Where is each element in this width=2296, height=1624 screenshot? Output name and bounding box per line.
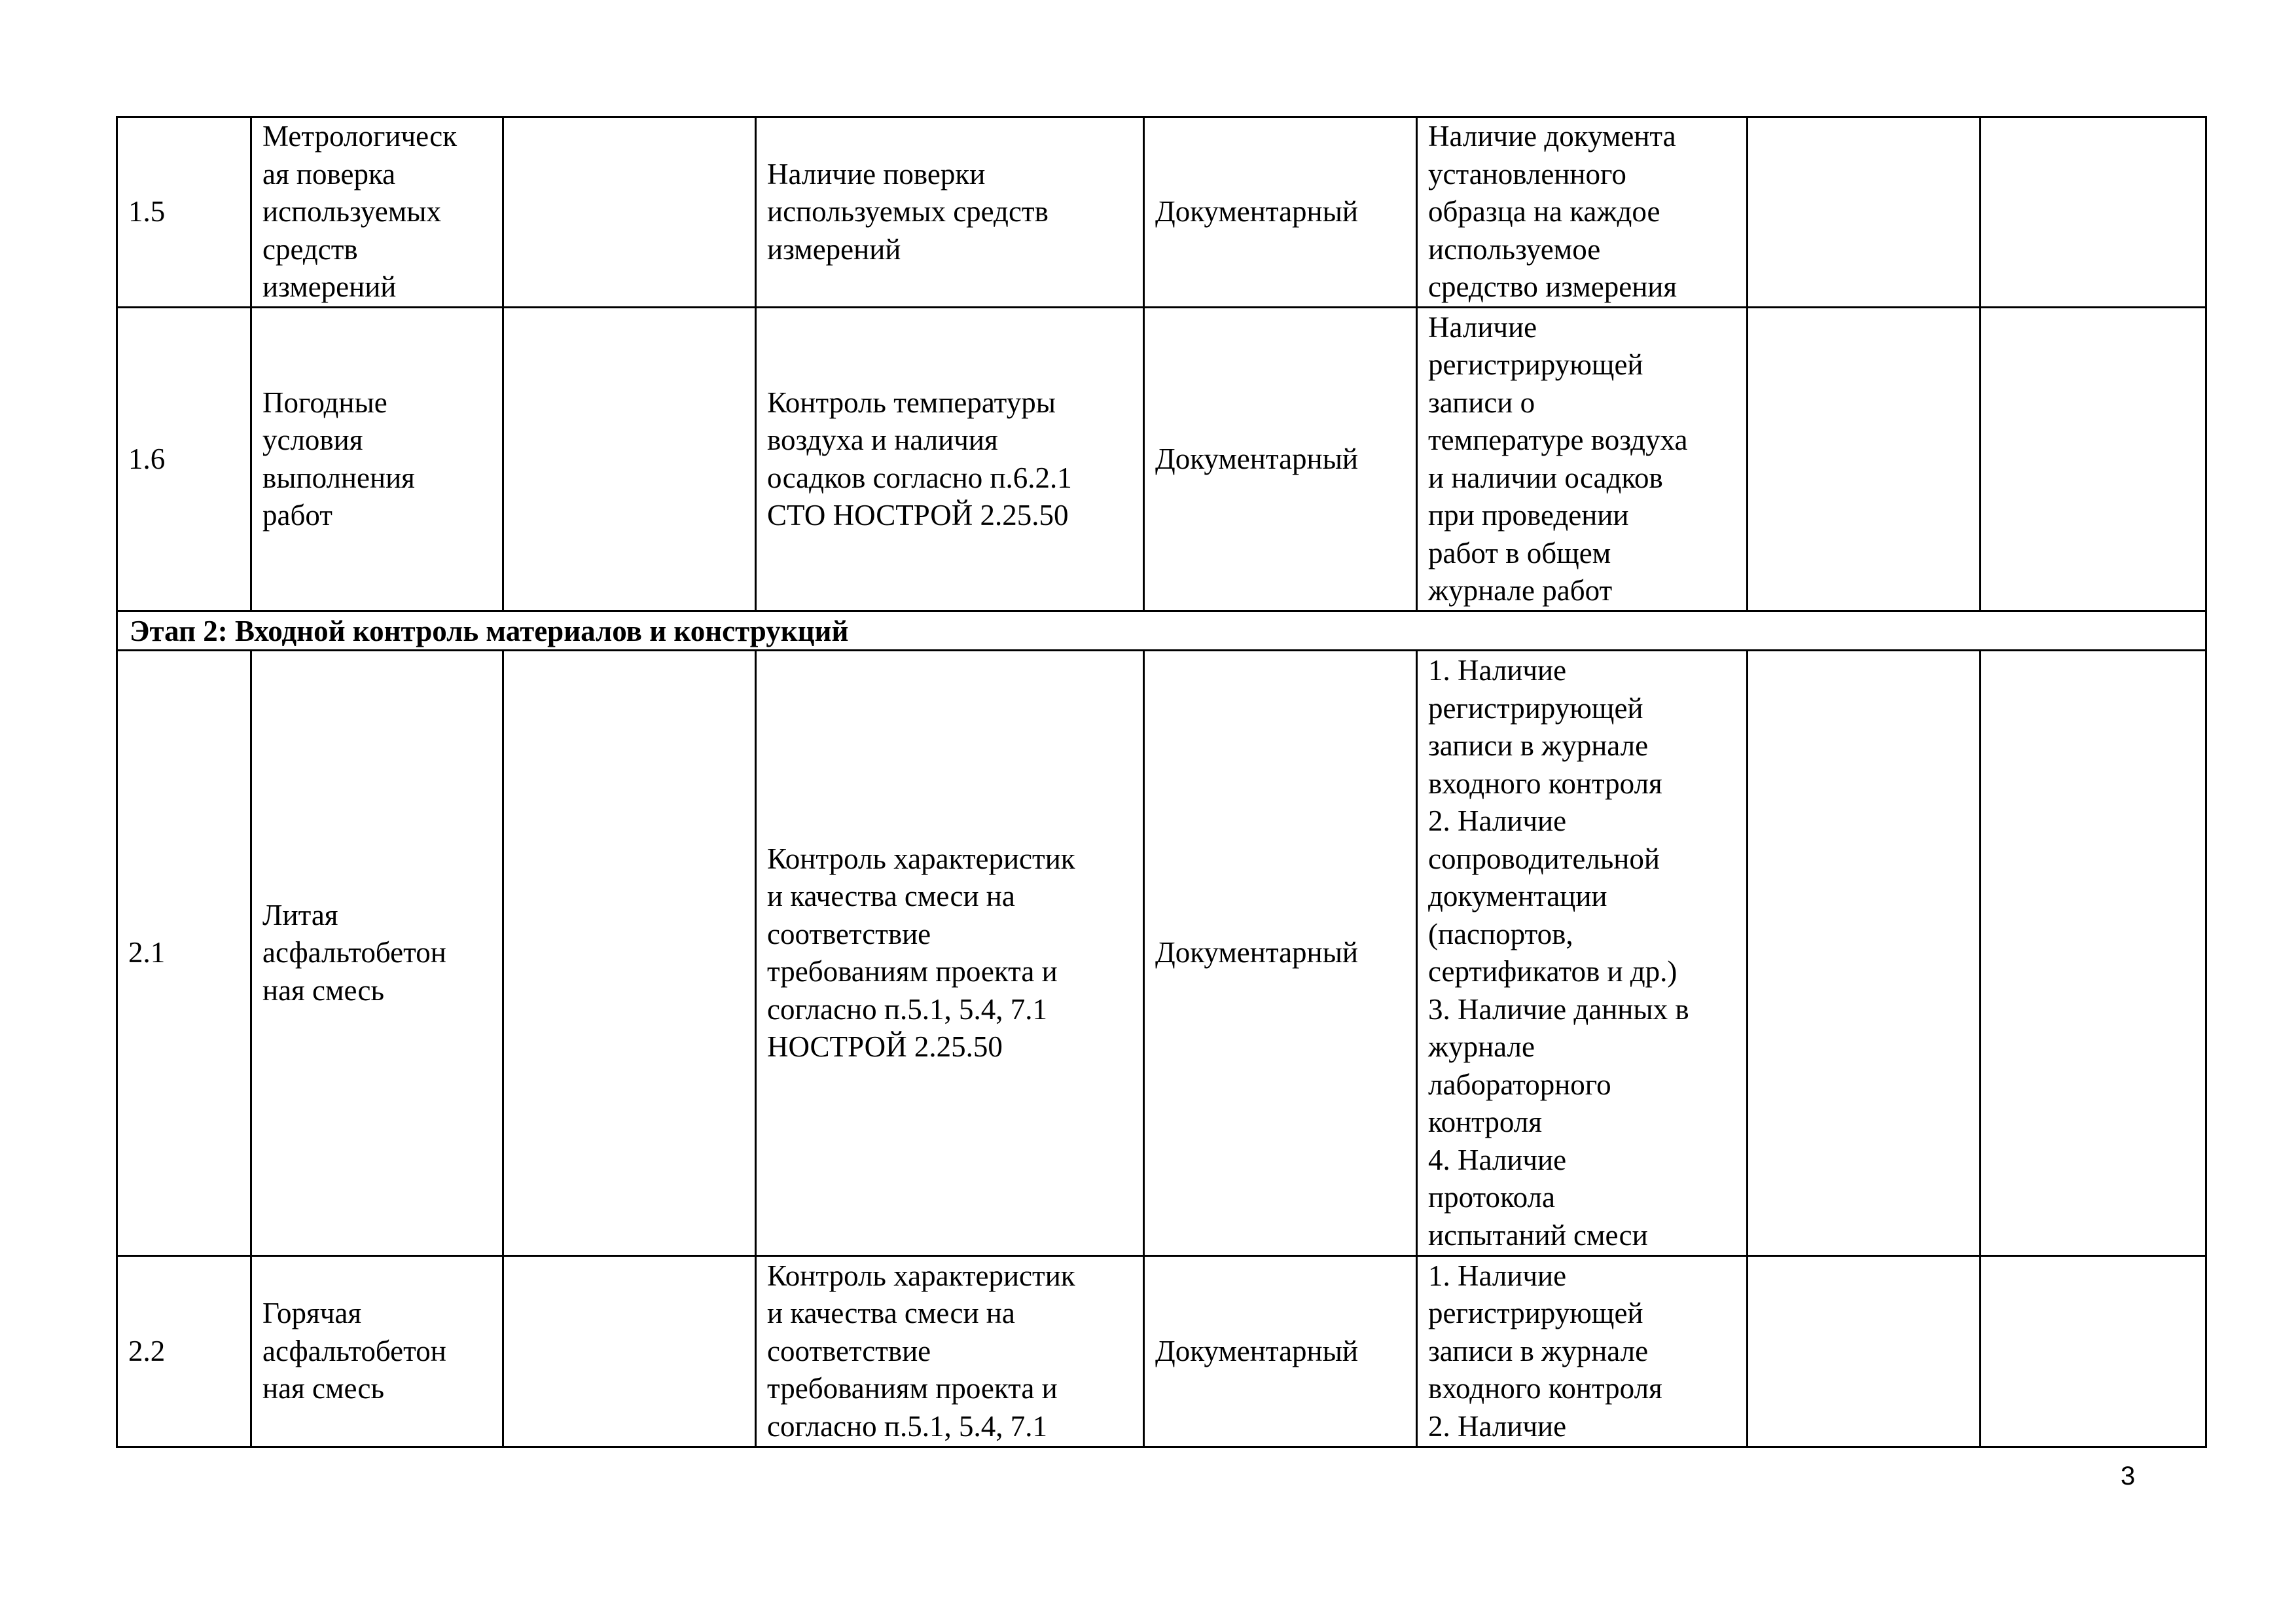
row-number-cell: [117, 651, 251, 1256]
text-line: измерений: [262, 270, 397, 304]
text-line: ная смесь: [262, 973, 385, 1007]
text-line: 2. Наличие: [1428, 1409, 1567, 1443]
table-row: [117, 651, 2206, 1256]
row-number: 2.1: [128, 936, 166, 969]
text-line: протокола: [1428, 1181, 1555, 1214]
text-line: сертификатов и др.): [1428, 955, 1677, 988]
text-line: регистрирующей: [1428, 1297, 1643, 1330]
text-line: Документарный: [1155, 195, 1358, 228]
control-method-cell: [1144, 651, 1417, 1256]
text-line: выполнения: [262, 461, 415, 494]
text-line: ная смесь: [262, 1372, 385, 1405]
text-line: входного контроля: [1428, 767, 1662, 800]
text-line: лабораторного: [1428, 1068, 1611, 1101]
control-object-cell: [251, 308, 503, 611]
control-result-cell: [1417, 308, 1748, 611]
control-method-cell: [1144, 1256, 1417, 1447]
text-line: Погодные: [262, 386, 387, 419]
empty-cell: [503, 117, 756, 308]
empty-cell: [1748, 1256, 1981, 1447]
control-parameter-cell: [756, 117, 1144, 308]
table-row: [117, 1256, 2206, 1447]
text-line: Документарный: [1155, 442, 1358, 475]
text-line: 3. Наличие данных в: [1428, 992, 1689, 1026]
text-line: Наличие документа: [1428, 120, 1676, 153]
row-number: 1.5: [128, 195, 166, 228]
text-line: и качества смеси на: [767, 1297, 1015, 1330]
empty-cell: [1748, 117, 1981, 308]
text-line: Документарный: [1155, 936, 1358, 969]
control-parameter-cell: [756, 1256, 1144, 1447]
text-line: Наличие поверки: [767, 157, 986, 190]
text-line: соответствие: [767, 917, 931, 950]
control-object-cell: [251, 117, 503, 308]
text-line: 1. Наличие: [1428, 654, 1567, 687]
empty-cell: [503, 308, 756, 611]
text-line: журнале работ: [1428, 574, 1613, 607]
text-line: документации: [1428, 880, 1607, 912]
text-line: журнале: [1428, 1030, 1535, 1063]
text-line: (паспортов,: [1428, 917, 1573, 950]
text-line: ая поверка: [262, 157, 396, 190]
control-result-cell: [1417, 117, 1748, 308]
text-line: требованиям проекта и: [767, 955, 1058, 988]
text-line: Контроль характеристик: [767, 842, 1075, 875]
text-line: 4. Наличие: [1428, 1143, 1567, 1176]
control-method-cell: [1144, 117, 1417, 308]
text-line: записи о: [1428, 386, 1535, 419]
text-line: регистрирующей: [1428, 348, 1643, 381]
text-line: условия: [262, 424, 363, 456]
text-line: 2. Наличие: [1428, 804, 1567, 837]
empty-cell: [1981, 117, 2206, 308]
text-line: и наличии осадков: [1428, 461, 1663, 494]
text-line: Литая: [262, 898, 338, 931]
control-result-cell: [1417, 1256, 1748, 1447]
text-line: средств: [262, 232, 358, 266]
page-number: 3: [2121, 1462, 2136, 1490]
row-number-cell: [117, 1256, 251, 1447]
control-object-cell: [251, 651, 503, 1256]
empty-cell: [1981, 1256, 2206, 1447]
row-number-cell: [117, 308, 251, 611]
text-line: соответствие: [767, 1334, 931, 1367]
empty-cell: [1981, 651, 2206, 1256]
text-line: Документарный: [1155, 1334, 1358, 1367]
control-parameter-cell: [756, 651, 1144, 1256]
text-line: установленного: [1428, 157, 1626, 190]
text-line: при проведении: [1428, 499, 1629, 532]
text-line: используемых: [262, 195, 441, 228]
empty-cell: [1981, 308, 2206, 611]
text-line: 1. Наличие: [1428, 1259, 1567, 1292]
row-number: 1.6: [128, 442, 166, 475]
text-line: Контроль температуры: [767, 386, 1056, 419]
text-line: средство измерения: [1428, 270, 1677, 304]
text-line: записи в журнале: [1428, 729, 1649, 762]
text-line: СТО НОСТРОЙ 2.25.50: [767, 499, 1069, 532]
text-line: и качества смеси на: [767, 880, 1015, 912]
text-line: воздуха и наличия: [767, 424, 998, 456]
quality-control-table: [116, 116, 2207, 1448]
text-line: Метрологическ: [262, 120, 457, 153]
table-row: [117, 308, 2206, 611]
text-line: асфальтобетон: [262, 936, 446, 969]
text-line: используемое: [1428, 232, 1601, 266]
text-line: контроля: [1428, 1106, 1542, 1138]
row-number-cell: [117, 117, 251, 308]
text-line: асфальтобетон: [262, 1334, 446, 1367]
control-object-cell: [251, 1256, 503, 1447]
text-line: НОСТРОЙ 2.25.50: [767, 1030, 1003, 1063]
text-line: используемых средств: [767, 195, 1049, 228]
control-parameter-cell: [756, 308, 1144, 611]
empty-cell: [1748, 308, 1981, 611]
text-line: требованиям проекта и: [767, 1372, 1058, 1405]
table-row: [117, 117, 2206, 308]
text-line: измерений: [767, 232, 901, 266]
text-line: испытаний смеси: [1428, 1218, 1648, 1252]
row-number: 2.2: [128, 1334, 166, 1367]
text-line: работ в общем: [1428, 536, 1611, 569]
text-line: сопроводительной: [1428, 842, 1660, 875]
text-line: Горячая: [262, 1297, 362, 1330]
text-line: Контроль характеристик: [767, 1259, 1075, 1292]
text-line: осадков согласно п.6.2.1: [767, 461, 1072, 494]
stage-heading-row: [117, 611, 2206, 651]
control-method-cell: [1144, 308, 1417, 611]
text-line: Наличие: [1428, 310, 1537, 344]
text-line: входного контроля: [1428, 1372, 1662, 1405]
text-line: температуре воздуха: [1428, 424, 1688, 456]
text-line: образца на каждое: [1428, 195, 1660, 228]
empty-cell: [503, 651, 756, 1256]
text-line: работ: [262, 499, 332, 532]
text-line: регистрирующей: [1428, 691, 1643, 725]
control-result-cell: [1417, 651, 1748, 1256]
text-line: согласно п.5.1, 5.4, 7.1: [767, 992, 1047, 1026]
text-line: записи в журнале: [1428, 1334, 1649, 1367]
text-line: согласно п.5.1, 5.4, 7.1: [767, 1409, 1047, 1443]
stage-heading: Этап 2: Входной контроль материалов и конструкций: [117, 611, 2206, 651]
empty-cell: [1748, 651, 1981, 1256]
empty-cell: [503, 1256, 756, 1447]
